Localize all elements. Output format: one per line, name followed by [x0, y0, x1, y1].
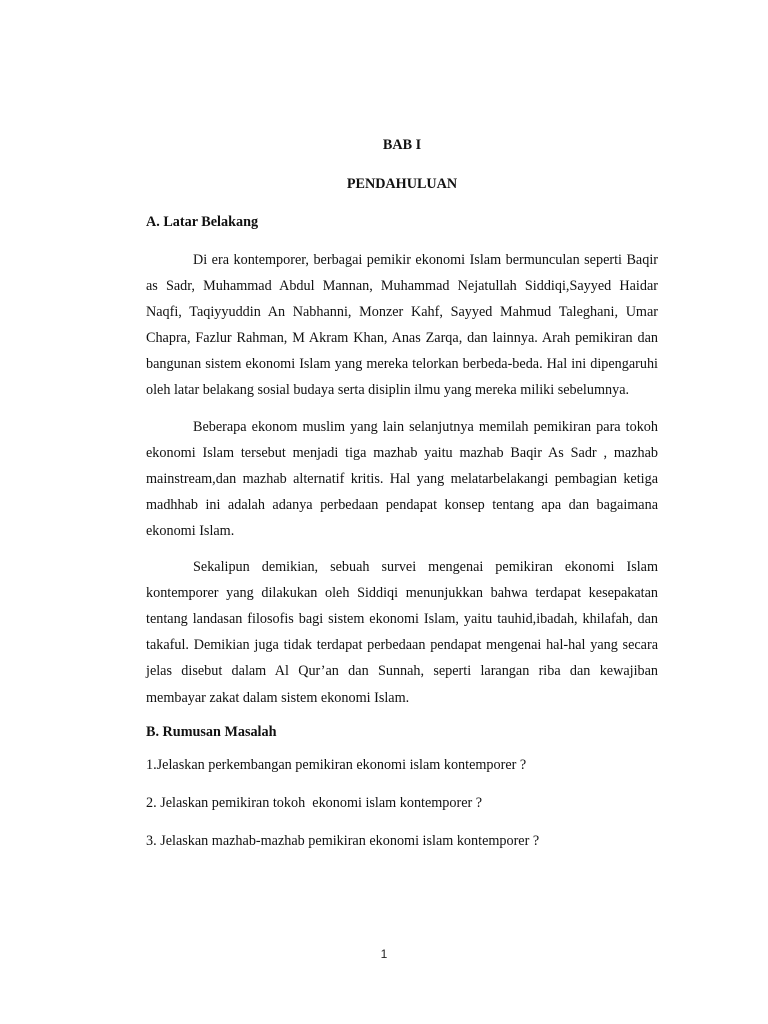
section-a-heading: A. Latar Belakang	[146, 214, 259, 230]
page-number: 1	[380, 947, 388, 961]
document-body	[146, 212, 658, 851]
chapter-title: PENDAHULUAN	[346, 176, 458, 192]
question-2: 2. Jelaskan pemikiran tokoh ekonomi islam kontemporer ?	[146, 794, 483, 811]
section-b-heading: B. Rumusan Masalah	[146, 723, 277, 740]
paragraph-3: Sekalipun demikian, sebuah survei mengenai pemikiran ekonomi Islam kontemporer yang dilakukan oleh Siddiqi menunjukkan bahwa terdapat kesepakatan tentang landasan filosofis bagi sistem ekonomi Islam, yaitu tauhid,ibadah, khilafah, dan takaful. Demikian juga tidak terdapat perbedaan pendapat mengenai hal-hal yang secara jelas disebut dalam Al Qur’an dan Sunnah, seperti larangan riba dan kewajiban membayar zakat dalam sistem ekonomi Islam.	[146, 559, 658, 706]
chapter-number: BAB I	[382, 137, 422, 153]
question-3: 3. Jelaskan mazhab-mazhab pemikiran ekonomi islam kontemporer ?	[146, 832, 540, 849]
paragraph-1: Di era kontemporer, berbagai pemikir ekonomi Islam bermunculan seperti Baqir as Sadr, Muhammad Abdul Mannan, Muhammad Nejatullah Siddiqi,Sayyed Haidar Naqfi, Taqiyyuddin An Nabhanni, Monzer Kahf, Sayyed Mahmud Taleghani, Umar Chapra, Fazlur Rahman, M Akram Khan, Anas Zarqa, dan lainnya. Arah pemikiran dan bangunan sistem ekonomi Islam yang mereka telorkan berbeda-beda. Hal ini dipengaruhi oleh latar belakang sosial budaya serta disiplin ilmu yang mereka miliki sebelumnya.	[146, 252, 658, 399]
paragraph-2: Beberapa ekonom muslim yang lain selanjutnya memilah pemikiran para tokoh ekonomi Islam tersebut menjadi tiga mazhab yaitu mazhab Baqir As Sadr , mazhab mainstream,dan mazhab alternatif kritis. Hal yang melatarbelakangi pembagian ketiga madhhab ini adalah adanya perbedaan pendapat konsep tentang apa dan bagaimana ekonomi Islam.	[146, 418, 658, 539]
question-1: 1.Jelaskan perkembangan pemikiran ekonomi islam kontemporer ?	[146, 756, 527, 773]
